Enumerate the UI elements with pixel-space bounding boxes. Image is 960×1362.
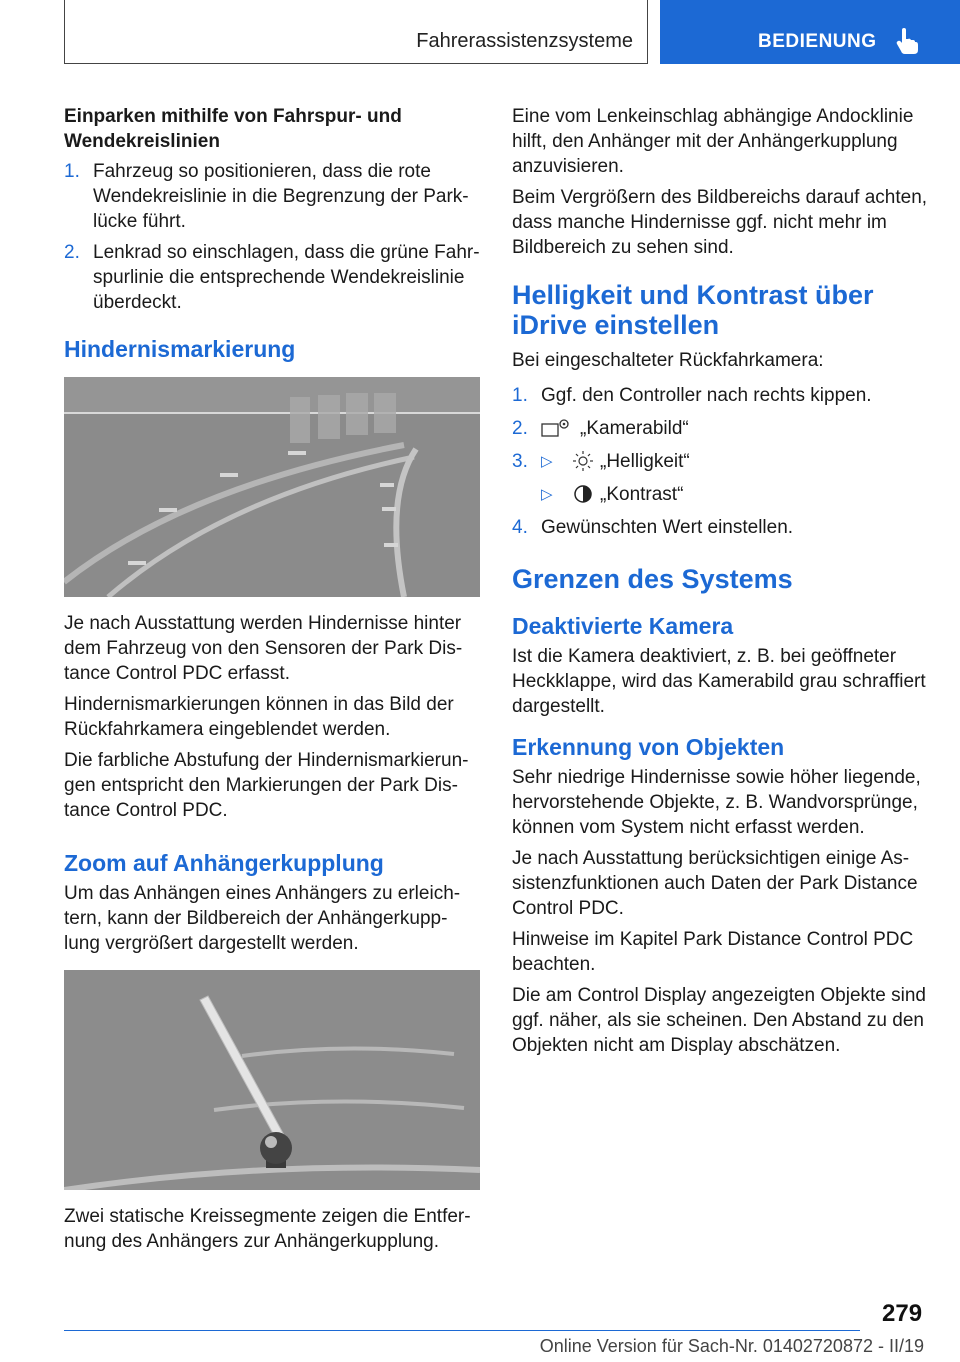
paragraph: Je nach Ausstattung berücksichtigen einige As‐sistenzfunktionen auch Daten der Park Distance Control PDC.: [512, 848, 918, 919]
paragraph: Beim Vergrößern des Bildbereichs darauf achten, dass manche Hindernisse ggf. nicht mehr im Bildbereich zu sehen sind.: [512, 187, 928, 258]
heading-system-limits: Grenzen des Systems: [512, 564, 793, 594]
list-item: 2. „Kamerabild“: [512, 418, 689, 439]
paragraph: Die am Control Display angezeigten Objekte sind ggf. näher, als sie scheinen. Den Abstand zu den Objekten nicht am Display abschätzen.: [512, 985, 926, 1056]
figure-caption: Zwei statische Kreissegmente zeigen die Entfer‐nung des Anhängers zur Anhängerkupplung.: [64, 1206, 471, 1252]
obstacle-marking-image: [64, 377, 480, 597]
heading-deactivated-camera: Deaktivierte Kamera: [512, 613, 734, 639]
hitch-zoom-image: [64, 970, 480, 1190]
paragraph: Je nach Ausstattung werden Hindernisse hinter dem Fahrzeug von den Sensoren der Park Dis‐tance Control PDC erfasst.: [64, 613, 463, 684]
list-item: 1. Fahrzeug so positionieren, dass die rote Wendekreislinie in die Begrenzung der Park‐lücke führt.: [64, 161, 469, 232]
header-chapter-label: BEDIENUNG: [758, 31, 877, 52]
subheading-parking: Einparken mithilfe von Fahrspur- und Wendekreislinien: [64, 106, 402, 152]
paragraph: Hindernismarkierungen können in das Bild der Rückfahrkamera eingeblendet werden.: [64, 694, 454, 740]
header-chapter-tab[interactable]: [660, 0, 960, 64]
list-item: 3. ▷ „Helligkeit“: [512, 451, 690, 472]
heading-brightness-contrast: Helligkeit und Kontrast über iDrive einstellen: [512, 280, 874, 340]
pointing-hand-icon: [896, 28, 918, 54]
paragraph: Bei eingeschalteter Rückfahrkamera:: [512, 350, 824, 371]
menu-arrow-icon: ▷: [541, 453, 553, 470]
contrast-icon: [572, 483, 594, 505]
list-item: ▷ „Kontrast“: [541, 484, 684, 505]
left-column: [64, 104, 482, 1260]
heading-obstacle-marking: Hindernismarkierung: [64, 336, 296, 362]
paragraph: Die farbliche Abstufung der Hindernismarkierun‐gen entspricht den Markierungen der Park Dis‐tance Control PDC.: [64, 750, 469, 821]
header-section-title: Fahrerassistenzsysteme: [416, 30, 633, 52]
paragraph: Sehr niedrige Hindernisse sowie höher liegende, hervorstehende Objekte, z. B. Wandvorsprünge, können vom System nicht erfasst werden.: [512, 767, 921, 838]
footer-text: Online Version für Sach-Nr. 01402720872 - II/19: [539, 1336, 924, 1356]
list-item: 1. Ggf. den Controller nach rechts kippen.: [512, 385, 872, 406]
brightness-icon: [572, 450, 594, 472]
footer-divider: [64, 1330, 860, 1331]
camera-settings-icon: [541, 417, 571, 439]
heading-object-detection: Erkennung von Objekten: [512, 734, 785, 760]
paragraph: Hinweise im Kapitel Park Distance Control PDC beachten.: [512, 929, 914, 975]
menu-arrow-icon: ▷: [541, 486, 553, 503]
parking-steps-list: [64, 159, 482, 315]
page-number: 279: [882, 1300, 923, 1327]
heading-zoom-hitch: Zoom auf Anhängerkupplung: [64, 850, 384, 876]
paragraph: Ist die Kamera deaktiviert, z. B. bei geöffneter Heckklappe, wird das Kamerabild grau schraffiert dargestellt.: [512, 646, 926, 717]
list-item: 4. Gewünschten Wert einstellen.: [512, 517, 794, 538]
list-item: 2. Lenkrad so einschlagen, dass die grüne Fahr‐spurlinie die entsprechende Wendekreislinie überdeckt.: [64, 242, 480, 313]
header-section-box: [64, 0, 648, 64]
paragraph: Um das Anhängen eines Anhängers zu erleich‐tern, kann der Bildbereich der Anhängerkupp‐lung vergrößert dargestellt werden.: [64, 883, 461, 954]
paragraph: Eine vom Lenkeinschlag abhängige Andocklinie hilft, den Anhänger mit der Anhängerkupplung anzuvisieren.: [512, 106, 914, 177]
right-column: [512, 104, 930, 1064]
